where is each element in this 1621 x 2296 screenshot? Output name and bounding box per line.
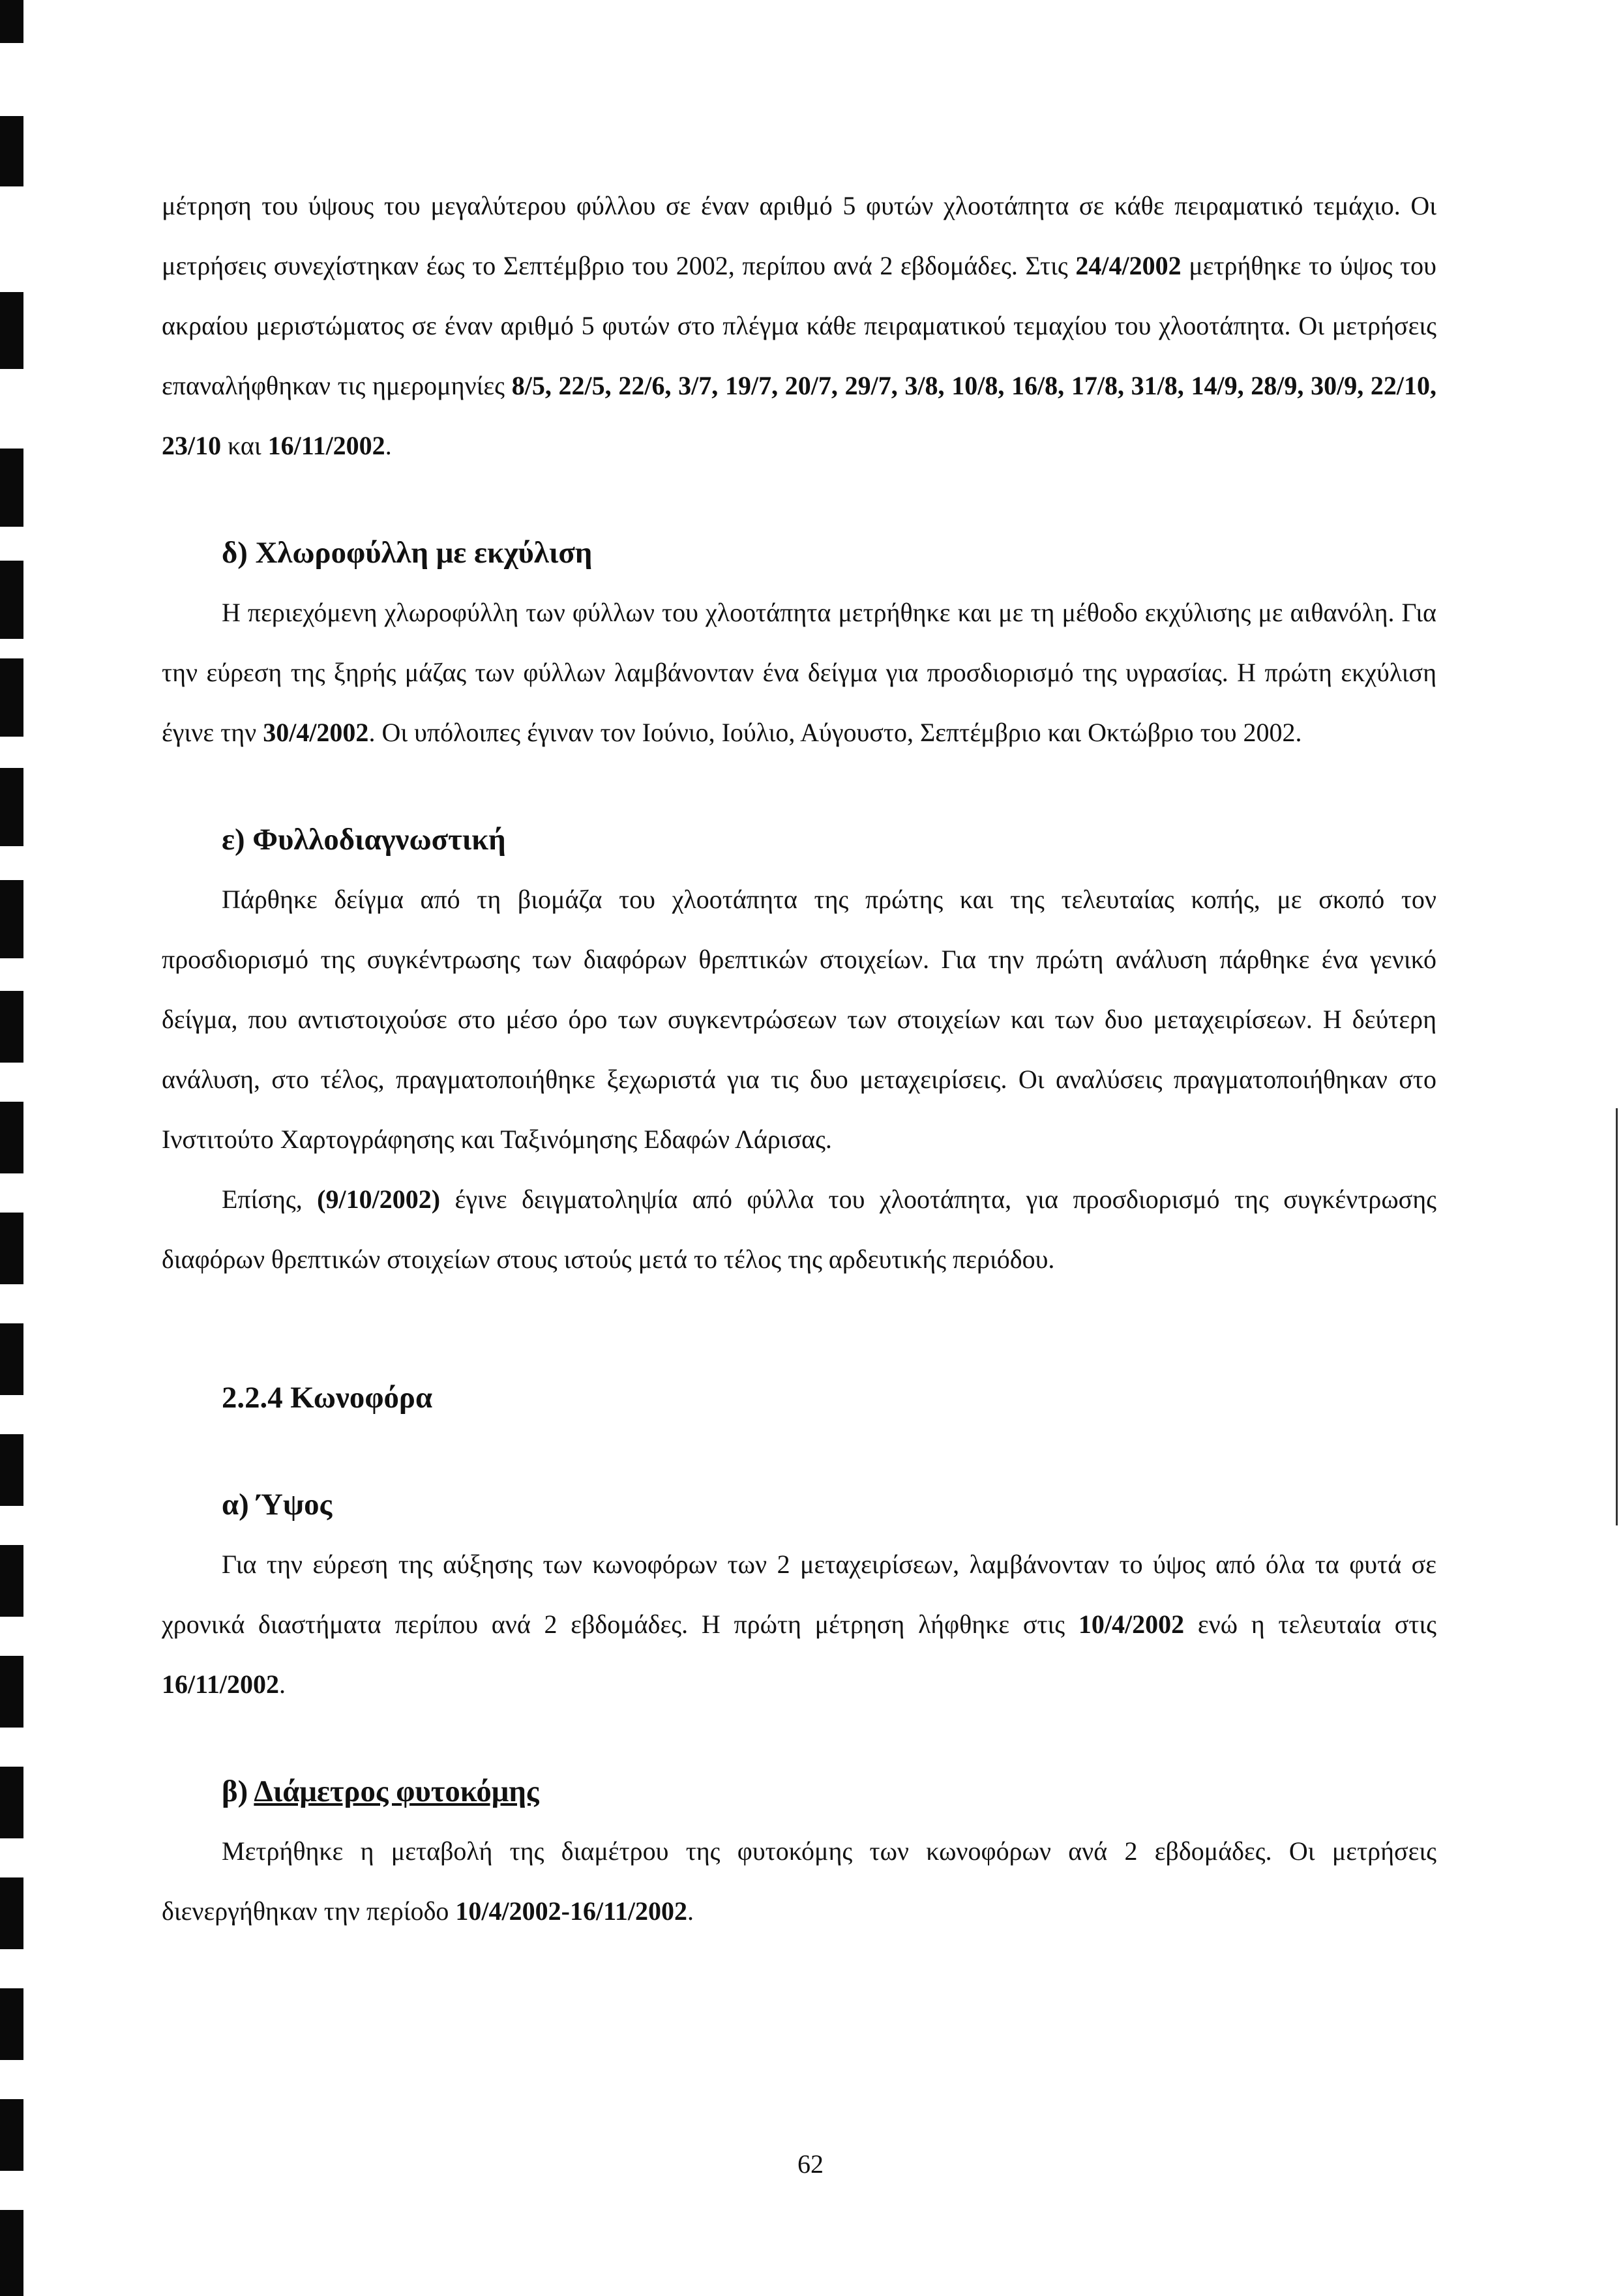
edge-bar [0, 0, 23, 43]
dates-list: 8/5, 22/5, 22/6, 3/7, 19/7, 20/7, 29/7, 3/8, 10/8, 16/8, 17/8, 31/8, 14/9, 28/9, 30/9, 22/10, 23/10 [162, 371, 1437, 460]
section-title-chlorophyll: δ) Χλωροφύλλη με εκχύλιση [222, 536, 593, 570]
section-title-conifers: 2.2.4 Κωνοφόρα [222, 1381, 433, 1415]
edge-bar [0, 768, 23, 846]
edge-bar [0, 292, 23, 369]
edge-bar [0, 880, 23, 958]
edge-bar [0, 1545, 23, 1617]
spacer [162, 763, 1436, 810]
spacer [162, 1289, 1436, 1368]
edge-bar [0, 1434, 23, 1506]
edge-bar [0, 561, 23, 639]
right-scan-line [1616, 1108, 1618, 1525]
section-title-height: α) Ύψος [222, 1488, 333, 1522]
edge-bar [0, 1767, 23, 1838]
date: 10/4/2002 [1078, 1610, 1185, 1639]
paragraph-leaf-diagnostics: Πάρθηκε δείγμα από τη βιομάζα του χλοοτάπητα της πρώτης και της τελευταίας κοπής, με σκοπό τον προσδιορισμό της συγκέντρωσης των διαφόρων θρεπτικών στοιχείων. Για την πρώτη ανάλυση πάρθηκε ένα γενικό δείγμα, που αντιστοιχούσε στο μέσο όρο των συγκεντρώσεων των στοιχείων και των δυο μεταχειρίσεων. Η δεύτερη ανάλυση, στο τέλος, πραγματοποιήθηκε ξεχωριστά για τις δυο μεταχειρίσεις. Οι αναλύσεις πραγματοποιήθηκαν στο Ινστιτούτο Χαρτογράφησης και Ταξινόμησης Εδαφών Λάρισας. [162, 885, 1436, 1154]
paragraph-chlorophyll: Η περιεχόμενη χλωροφύλλη των φύλλων του χλοοτάπητα μετρήθηκε και με τη μέθοδο εκχύλισης με αιθανόλη. Για την εύρεση της ξηρής μάζας των φύλλων λαμβάνονταν ένα δείγμα για προσδιορισμό της υγρασίας. Η πρώτη εκχύλιση έγινε την 30/4/2002. Οι υπόλοιπες έγιναν τον Ιούνιο, Ιούλιο, Αύγουστο, Σεπτέμβριο και Οκτώβριο του 2002. [162, 598, 1436, 747]
document-page [162, 176, 1436, 1941]
date: (9/10/2002) [317, 1185, 441, 1214]
edge-bar [0, 1323, 23, 1395]
edge-bar [0, 991, 23, 1063]
edge-bar [0, 449, 23, 527]
paragraph-height: Για την εύρεση της αύξησης των κωνοφόρων των 2 μεταχειρίσεων, λαμβάνονταν το ύψος από όλα τα φυτά σε χρονικά διαστήματα περίπου ανά 2 εβδομάδες. Η πρώτη μέτρηση λήφθηκε στις 10/4/2002 ενώ η τελευταία στις 16/11/2002. [162, 1550, 1436, 1699]
date: 30/4/2002 [263, 718, 369, 747]
paragraph-sampling: Επίσης, (9/10/2002) έγινε δειγματοληψία από φύλλα του χλοοτάπητα, για προσδιορισμό της συγκέντρωσης διαφόρων θρεπτικών στοιχείων στους ιστούς μετά το τέλος της αρδευτικής περιόδου. [162, 1185, 1437, 1274]
date: 24/4/2002 [1075, 251, 1182, 280]
spacer [162, 1715, 1436, 1761]
edge-bar [0, 2210, 23, 2296]
edge-bar [0, 658, 23, 737]
section-title-leaf-diagnostics: ε) Φυλλοδιαγνωστική [222, 823, 506, 857]
page-number: 62 [797, 2149, 824, 2179]
edge-bar [0, 1656, 23, 1728]
edge-bar [0, 1102, 23, 1173]
spacer [162, 476, 1436, 523]
date: 16/11/2002 [162, 1670, 280, 1699]
spacer [162, 1428, 1436, 1475]
paragraph-measurements: μέτρηση του ύψους του μεγαλύτερου φύλλου σε έναν αριθμό 5 φυτών χλοοτάπητα σε κάθε πειραματικό τεμάχιο. Οι μετρήσεις συνεχίστηκαν έως το Σεπτέμβριο του 2002, περίπου ανά 2 εβδομάδες. Στις 24/4/2002 μετρήθηκε το ύψος του ακραίου μεριστώματος σε έναν αριθμό 5 φυτών στο πλέγμα κάθε πειραματικού τεμαχίου του χλοοτάπητα. Οι μετρήσεις επαναλήφθηκαν τις ημερομηνίες 8/5, 22/5, 22/6, 3/7, 19/7, 20/7, 29/7, 3/8, 10/8, 16/8, 17/8, 31/8, 14/9, 28/9, 30/9, 22/10, 23/10 και 16/11/2002. [162, 191, 1437, 460]
binding-edge [0, 0, 39, 2296]
edge-bar [0, 1877, 23, 1949]
edge-bar [0, 1988, 23, 2060]
date: 16/11/2002 [267, 431, 385, 460]
edge-bar [0, 116, 23, 186]
paragraph-crown-diameter: Μετρήθηκε η μεταβολή της διαμέτρου της φυτοκόμης των κωνοφόρων ανά 2 εβδομάδες. Οι μετρήσεις διενεργήθηκαν την περίοδο 10/4/2002-16/11/2002. [162, 1836, 1436, 1926]
date-range: 10/4/2002-16/11/2002 [455, 1896, 687, 1926]
section-title-crown-diameter: β) Διάμετρος φυτοκόμης [222, 1774, 539, 1808]
edge-bar [0, 1213, 23, 1284]
